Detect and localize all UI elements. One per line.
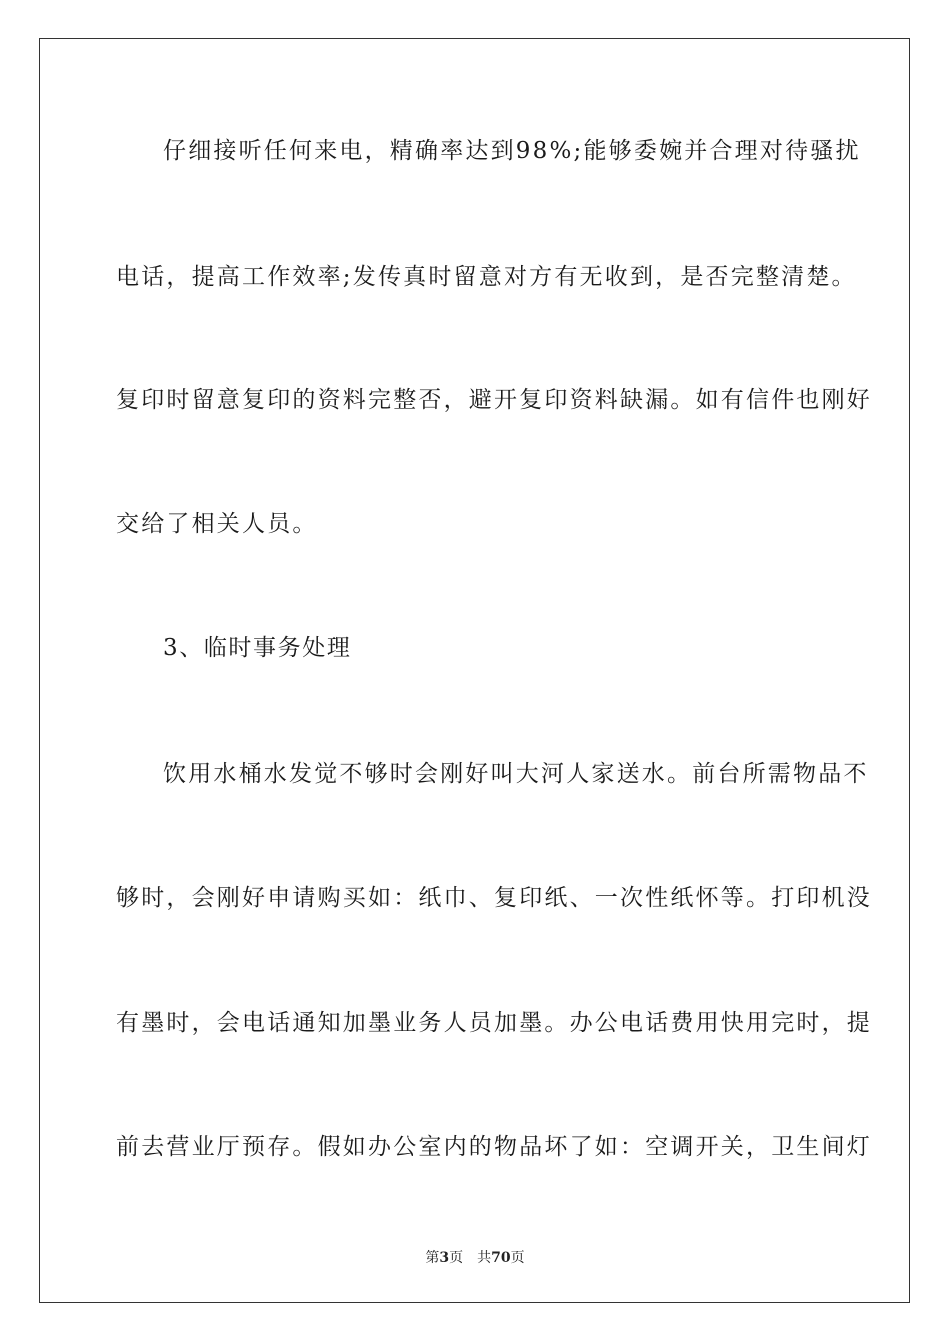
footer-page-number: 3 [439, 1250, 450, 1266]
footer-total-suffix: 页 [510, 1250, 525, 1266]
section-heading: 3、临时事务处理 [163, 635, 352, 661]
footer-page-suffix: 页 [449, 1250, 464, 1266]
footer-total-prefix: 共 [477, 1250, 492, 1266]
body-line-3: 复印时留意复印的资料完整否，避开复印资料缺漏。如有信件也刚好 [116, 387, 872, 413]
footer-total-pages: 70 [491, 1250, 511, 1266]
body-line-2: 电话，提高工作效率;发传真时留意对方有无收到，是否完整清楚。 [116, 264, 857, 290]
body-line-1: 仔细接听任何来电，精确率达到98%;能够委婉并合理对待骚扰 [163, 138, 861, 164]
page-footer [0, 1249, 950, 1267]
footer-page-prefix: 第 [425, 1250, 440, 1266]
body-line-7: 够时，会刚好申请购买如：纸巾、复印纸、一次性纸怀等。打印机没 [116, 885, 872, 911]
body-line-4: 交给了相关人员。 [116, 511, 318, 537]
body-line-8: 有墨时，会电话通知加墨业务人员加墨。办公电话费用快用完时，提 [116, 1010, 872, 1036]
page-border [39, 38, 910, 1303]
body-line-9: 前去营业厅预存。假如办公室内的物品坏了如：空调开关，卫生间灯 [116, 1134, 872, 1160]
body-line-6: 饮用水桶水发觉不够时会刚好叫大河人家送水。前台所需物品不 [163, 761, 869, 787]
